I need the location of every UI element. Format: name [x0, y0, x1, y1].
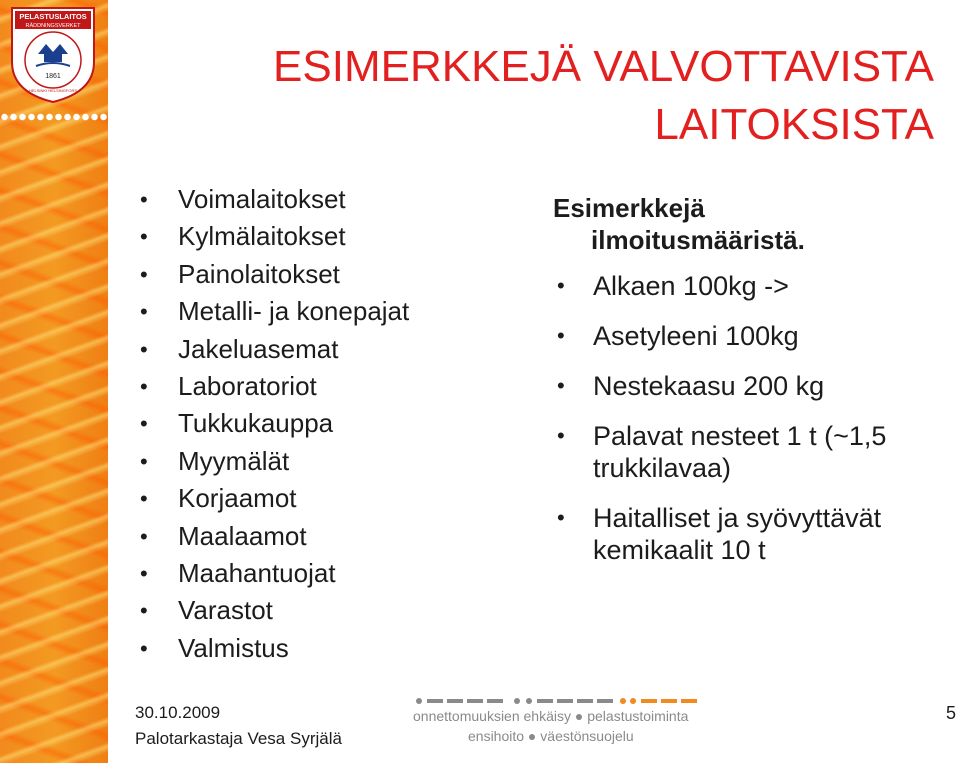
quantity-examples-box — [553, 192, 960, 584]
quantity-list-item — [553, 420, 960, 484]
facility-list-item: • Tukkukauppa — [134, 405, 409, 442]
logo-ring-text: HELSINKI HELSINGFORS — [28, 88, 78, 93]
quantity-list — [553, 270, 960, 566]
quantity-examples-heading — [553, 192, 960, 256]
facility-list-item: • Metalli- ja konepajat — [134, 293, 409, 330]
facility-list-item: • Kylmälaitokset — [134, 218, 409, 255]
dot-row-decoration — [0, 112, 108, 122]
logo-top-text: PELASTUSLAITOS — [19, 12, 87, 21]
facility-list-item: • Voimalaitokset — [134, 181, 409, 218]
heading-line2: ilmoitusmääristä. — [591, 225, 805, 255]
heading-line1: Esimerkkejä — [553, 193, 705, 223]
quantity-item-line2: trukkilavaa) — [593, 453, 732, 483]
page-number: 5 — [945, 703, 956, 723]
facility-list-item: • Valmistus — [134, 630, 409, 667]
logo-sub-text: RÄDDNINGSVERKET — [25, 23, 81, 29]
slide-title — [174, 38, 934, 154]
slide-title-line2: LAITOKSISTA — [654, 100, 934, 149]
facility-list-item: • Maalaamot — [134, 518, 409, 555]
facility-list-item: • Jakeluasemat — [134, 331, 409, 368]
facility-list — [134, 181, 409, 667]
facility-list-item: • Laboratoriot — [134, 368, 409, 405]
footer-date: 30.10.2009 — [135, 703, 221, 722]
logo-year: 1861 — [45, 73, 61, 80]
facility-list-item: • Painolaitokset — [134, 256, 409, 293]
facility-list-item: • Varastot — [134, 592, 409, 629]
quantity-list-item — [553, 320, 960, 352]
quantity-item-line1: Palavat nesteet 1 t (~1,5 — [593, 421, 887, 451]
facility-list-item: • Korjaamot — [134, 480, 409, 517]
footer-tagline-line1: onnettomuuksien ehkäisy ● pelastustoiminta — [413, 708, 689, 724]
footer-tagline-line2: ensihoito ● väestönsuojelu — [468, 728, 634, 744]
footer-bar-decoration — [413, 696, 703, 706]
rescue-department-logo — [6, 4, 100, 104]
quantity-list-item — [553, 370, 960, 402]
quantity-item-line1: Haitalliset ja syövyttävät — [593, 503, 882, 533]
quantity-list-item — [553, 270, 960, 302]
slide-title-line1: ESIMERKKEJÄ VALVOTTAVISTA — [273, 42, 934, 91]
quantity-item-line1: Asetyleeni 100kg — [593, 321, 799, 351]
facility-list-item: • Maahantuojat — [134, 555, 409, 592]
facility-list-item: • Myymälät — [134, 443, 409, 480]
quantity-list-item — [553, 502, 960, 566]
quantity-item-line1: Alkaen 100kg -> — [593, 271, 789, 301]
flame-decoration-strip — [0, 0, 108, 763]
footer-tagline — [413, 696, 703, 756]
quantity-item-line1: Nestekaasu 200 kg — [593, 371, 825, 401]
quantity-item-line2: kemikaalit 10 t — [593, 535, 766, 565]
footer-author: Palotarkastaja Vesa Syrjälä — [135, 729, 342, 748]
